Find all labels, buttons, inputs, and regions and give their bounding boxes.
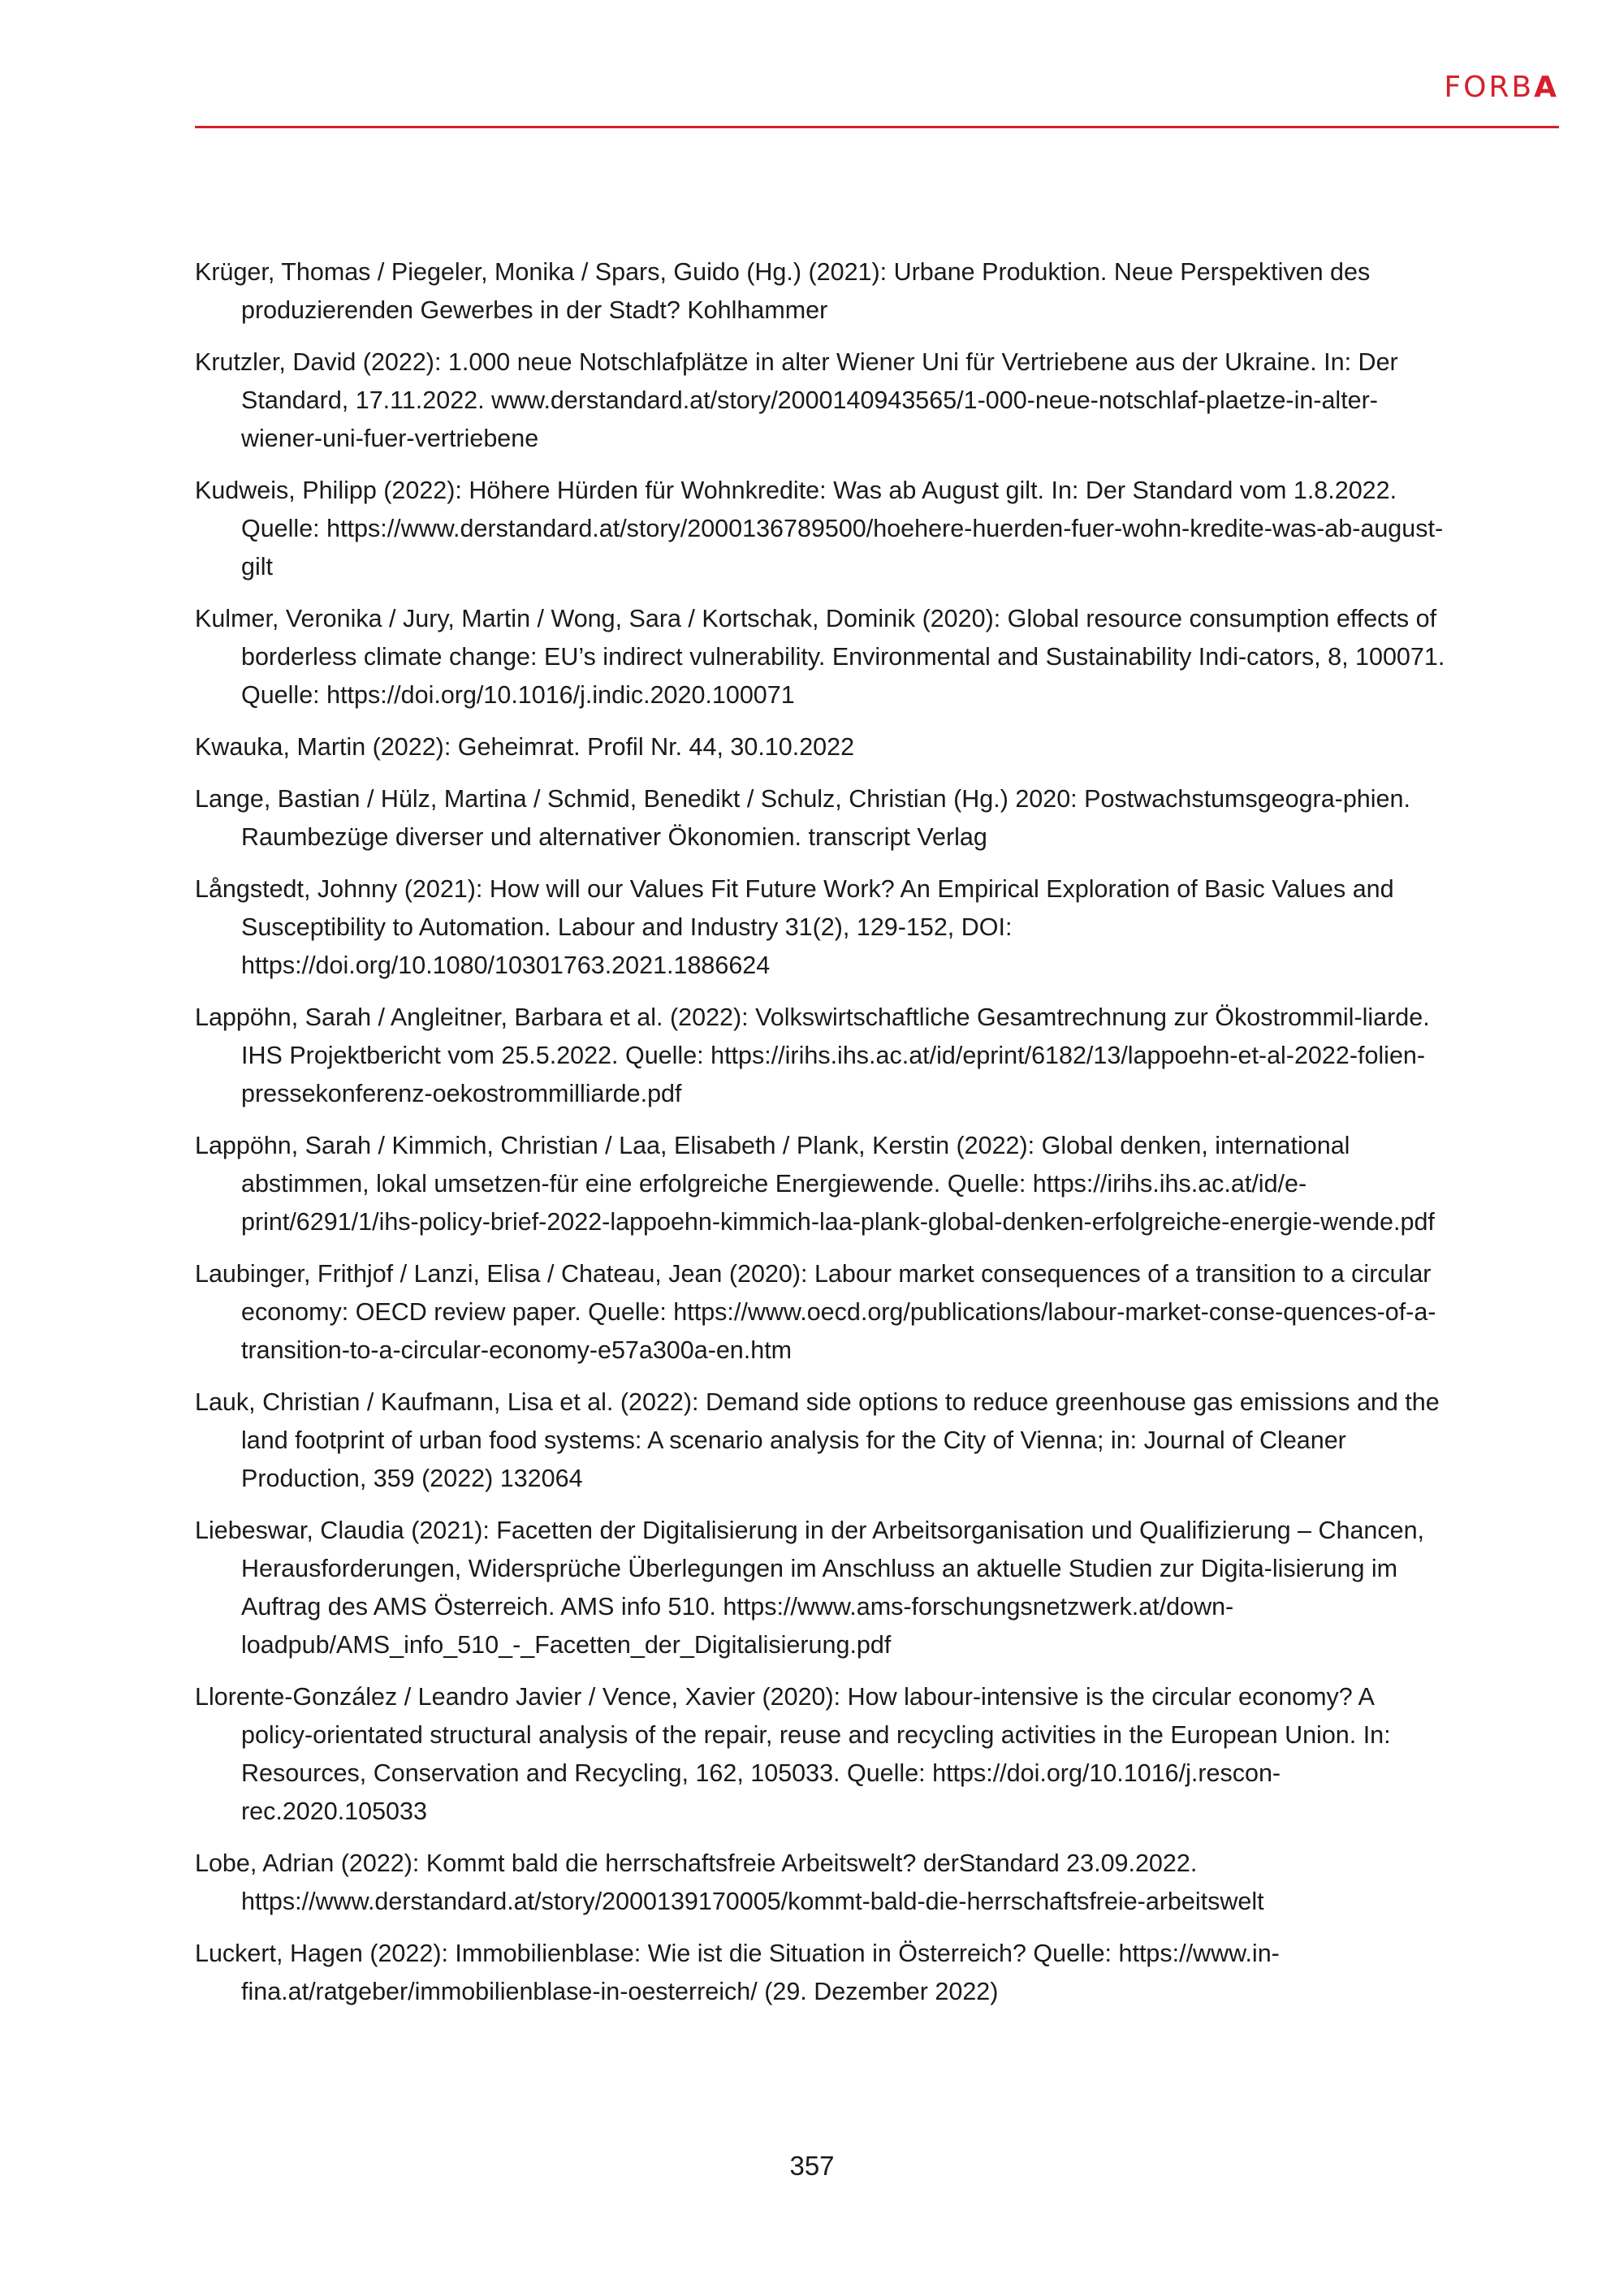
reference-list bbox=[195, 253, 1445, 2025]
header-divider bbox=[195, 126, 1559, 128]
reference-entry: Lappöhn, Sarah / Kimmich, Christian / Laa, Elisabeth / Plank, Kerstin (2022): Global denken, international abstimmen, lokal umsetzen-für eine erfolgreiche Energiewende. Quelle: https://irihs.ihs.ac.at/id/e-print/6291/1/ihs-policy-brief-2022-lappoehn-kimmich-laa-plank-global-denken-erfolgreiche-energie-wende.pdf bbox=[195, 1132, 1435, 1236]
reference-entry: Llorente-González / Leandro Javier / Vence, Xavier (2020): How labour-intensive is the circular economy? A policy-orientated structural analysis of the repair, reuse and recycling activities in the European Union. In: Resources, Conservation and Recycling, 162, 105033. Quelle: https://doi.org/10.1016/j.rescon-rec.2020.105033 bbox=[195, 1683, 1391, 1825]
reference-entry: Luckert, Hagen (2022): Immobilienblase: Wie ist die Situation in Österreich? Quelle: https://www.in-fina.at/ratgeber/immobilienblase-in-oesterreich/ (29. Dezember 2022) bbox=[195, 1940, 1280, 2005]
reference-entry: Långstedt, Johnny (2021): How will our Values Fit Future Work? An Empirical Exploration of Basic Values and Susceptibility to Automation. Labour and Industry 31(2), 129-152, DOI: https://doi.org/10.1080/10301763.2021.1886624 bbox=[195, 875, 1394, 979]
reference-entry: Lauk, Christian / Kaufmann, Lisa et al. (2022): Demand side options to reduce greenhouse gas emissions and the land footprint of urban food systems: A scenario analysis for the City of Vienna; in: Journal of Cleaner Production, 359 (2022) 132064 bbox=[195, 1388, 1440, 1492]
reference-entry: Kudweis, Philipp (2022): Höhere Hürden für Wohnkredite: Was ab August gilt. In: Der Standard vom 1.8.2022. Quelle: https://www.derstandard.at/story/2000136789500/hoehere-huerden-fuer-wohn-kredite-was-ab-august-gilt bbox=[195, 477, 1444, 580]
reference-entry: Lobe, Adrian (2022): Kommt bald die herrschaftsfreie Arbeitswelt? derStandard 23.09.2022. https://www.derstandard.at/story/2000139170005/kommt-bald-die-herrschaftsfreie-arbeitswelt bbox=[195, 1849, 1264, 1915]
logo-regular-text: FORB bbox=[1444, 71, 1535, 104]
reference-entry: Liebeswar, Claudia (2021): Facetten der Digitalisierung in der Arbeitsorganisation und Qualifizierung – Chancen, Herausforderungen, Widersprüche Überlegungen im Anschluss an aktuelle Studien zur Digita-lisierung im Auftrag des AMS Österreich. AMS info 510. https://www.ams-forschungsnetzwerk.at/down-loadpub/AMS_info_510_-_Facetten_der_Digitalisierung.pdf bbox=[195, 1517, 1425, 1659]
forba-logo bbox=[1444, 71, 1559, 104]
reference-entry: Laubinger, Frithjof / Lanzi, Elisa / Chateau, Jean (2020): Labour market consequences of a transition to a circular economy: OECD review paper. Quelle: https://www.oecd.org/publications/labour-market-conse-quences-of-a-transition-to-a-circular-economy-e57a300a-en.htm bbox=[195, 1260, 1436, 1364]
reference-entry: Lange, Bastian / Hülz, Martina / Schmid, Benedikt / Schulz, Christian (Hg.) 2020: Postwachstumsgeogra-phien. Raumbezüge diverser und alternativer Ökonomien. transcript Verlag bbox=[195, 785, 1410, 851]
reference-entry: Kulmer, Veronika / Jury, Martin / Wong, Sara / Kortschak, Dominik (2020): Global resource consumption effects of borderless climate change: EU’s indirect vulnerability. Environmental and Sustainability Indi-cators, 8, 100071. Quelle: https://doi.org/10.1016/j.indic.2020.100071 bbox=[195, 605, 1445, 709]
reference-entry: Lappöhn, Sarah / Angleitner, Barbara et al. (2022): Volkswirtschaftliche Gesamtrechnung zur Ökostrommil-liarde. IHS Projektbericht vom 25.5.2022. Quelle: https://irihs.ihs.ac.at/id/eprint/6182/13/lappoehn-et-al-2022-folien-pressekonferenz-oekostrommilliarde.pdf bbox=[195, 1003, 1430, 1107]
logo-bold-text: A bbox=[1534, 71, 1559, 104]
reference-entry: Kwauka, Martin (2022): Geheimrat. Profil Nr. 44, 30.10.2022 bbox=[195, 733, 855, 761]
reference-entry: Krüger, Thomas / Piegeler, Monika / Spars, Guido (Hg.) (2021): Urbane Produktion. Neue Perspektiven des produzierenden Gewerbes in der Stadt? Kohlhammer bbox=[195, 258, 1371, 324]
reference-entry: Krutzler, David (2022): 1.000 neue Notschlafplätze in alter Wiener Uni für Vertriebene aus der Ukraine. In: Der Standard, 17.11.2022. www.derstandard.at/story/2000140943565/1-000-neue-notschlaf-plaetze-in-alter-wiener-uni-fuer-vertriebene bbox=[195, 348, 1398, 452]
page-number: 357 bbox=[789, 2151, 835, 2181]
